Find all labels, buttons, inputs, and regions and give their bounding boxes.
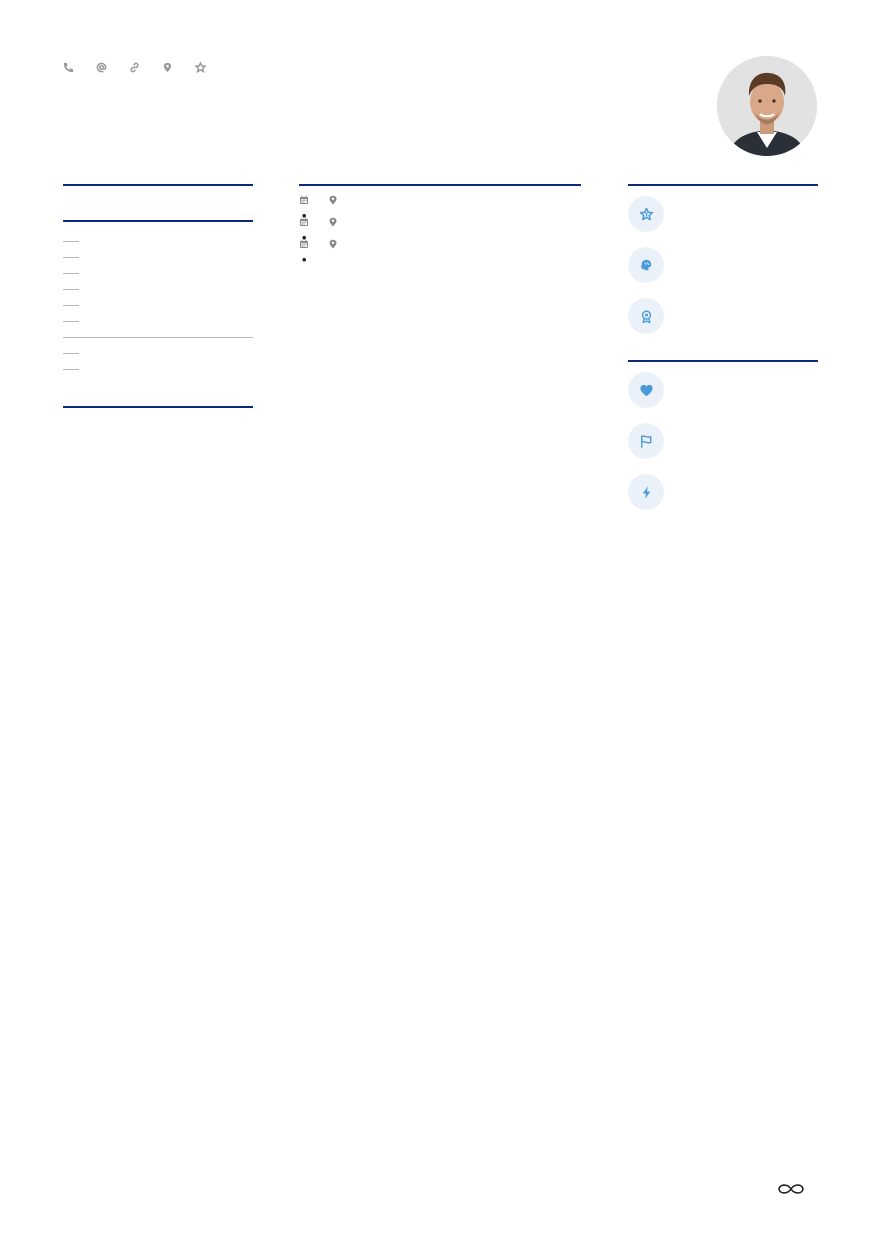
achievement-icon-wrap — [628, 423, 664, 459]
location-icon — [162, 62, 173, 73]
skill-tag — [63, 263, 79, 274]
skill-tag — [63, 279, 79, 290]
star-icon — [195, 62, 206, 73]
skill-tag — [63, 359, 79, 370]
location-icon — [328, 217, 338, 227]
left-column — [63, 180, 253, 451]
brain-icon — [639, 258, 654, 273]
job-meta — [299, 239, 581, 249]
job-location — [328, 217, 343, 227]
contact-linkedin[interactable] — [129, 62, 146, 73]
achievement-icon-wrap — [628, 474, 664, 510]
summary-heading — [63, 180, 253, 186]
strength-item — [628, 246, 818, 283]
achievements-heading — [628, 356, 818, 362]
language-item — [63, 434, 253, 440]
strength-icon-wrap — [628, 196, 664, 232]
strength-item — [628, 195, 818, 232]
award-icon — [639, 309, 654, 324]
right-column — [628, 180, 818, 524]
star-icon — [639, 207, 654, 222]
skill-tag — [63, 295, 79, 306]
skills-heading — [63, 216, 253, 222]
decorative-stripes-bottom — [14, 1175, 114, 1245]
job-entry — [299, 239, 581, 249]
footer-branding[interactable] — [768, 1182, 810, 1196]
middle-column — [299, 180, 581, 261]
skill-tag — [63, 343, 79, 354]
phone-icon — [63, 62, 74, 73]
skills-list — [63, 231, 253, 370]
strength-icon-wrap — [628, 247, 664, 283]
languages-heading — [63, 402, 253, 408]
contact-info — [63, 62, 703, 73]
job-dates — [299, 195, 314, 205]
job-entry — [299, 195, 581, 205]
flag-icon — [639, 434, 654, 449]
resume-header — [63, 54, 703, 73]
skill-tag — [63, 247, 79, 258]
enhancv-logo — [776, 1182, 810, 1196]
strengths-heading — [628, 180, 818, 186]
strength-icon-wrap — [628, 298, 664, 334]
skill-tag — [63, 311, 79, 322]
location-icon — [328, 195, 338, 205]
avatar — [717, 56, 817, 156]
language-item — [63, 417, 253, 423]
contact-phone[interactable] — [63, 62, 80, 73]
bolt-icon — [639, 485, 654, 500]
achievement-icon-wrap — [628, 372, 664, 408]
achievement-item — [628, 371, 818, 408]
heart-icon — [639, 383, 654, 398]
at-icon — [96, 62, 107, 73]
job-location — [328, 195, 343, 205]
calendar-icon — [299, 195, 309, 205]
job-meta — [299, 195, 581, 205]
contact-birthdate — [195, 62, 212, 73]
strength-item — [628, 297, 818, 334]
job-location — [328, 239, 343, 249]
location-icon — [328, 239, 338, 249]
experience-heading — [299, 180, 581, 186]
link-icon — [129, 62, 140, 73]
achievement-item — [628, 473, 818, 510]
skill-tag — [63, 231, 79, 242]
achievement-item — [628, 422, 818, 459]
skill-tag — [63, 327, 253, 338]
infinity-icon — [776, 1182, 806, 1196]
contact-email[interactable] — [96, 62, 113, 73]
job-meta — [299, 217, 581, 227]
job-entry — [299, 217, 581, 227]
contact-location — [162, 62, 179, 73]
languages-list — [63, 417, 253, 440]
profile-photo — [717, 56, 817, 156]
